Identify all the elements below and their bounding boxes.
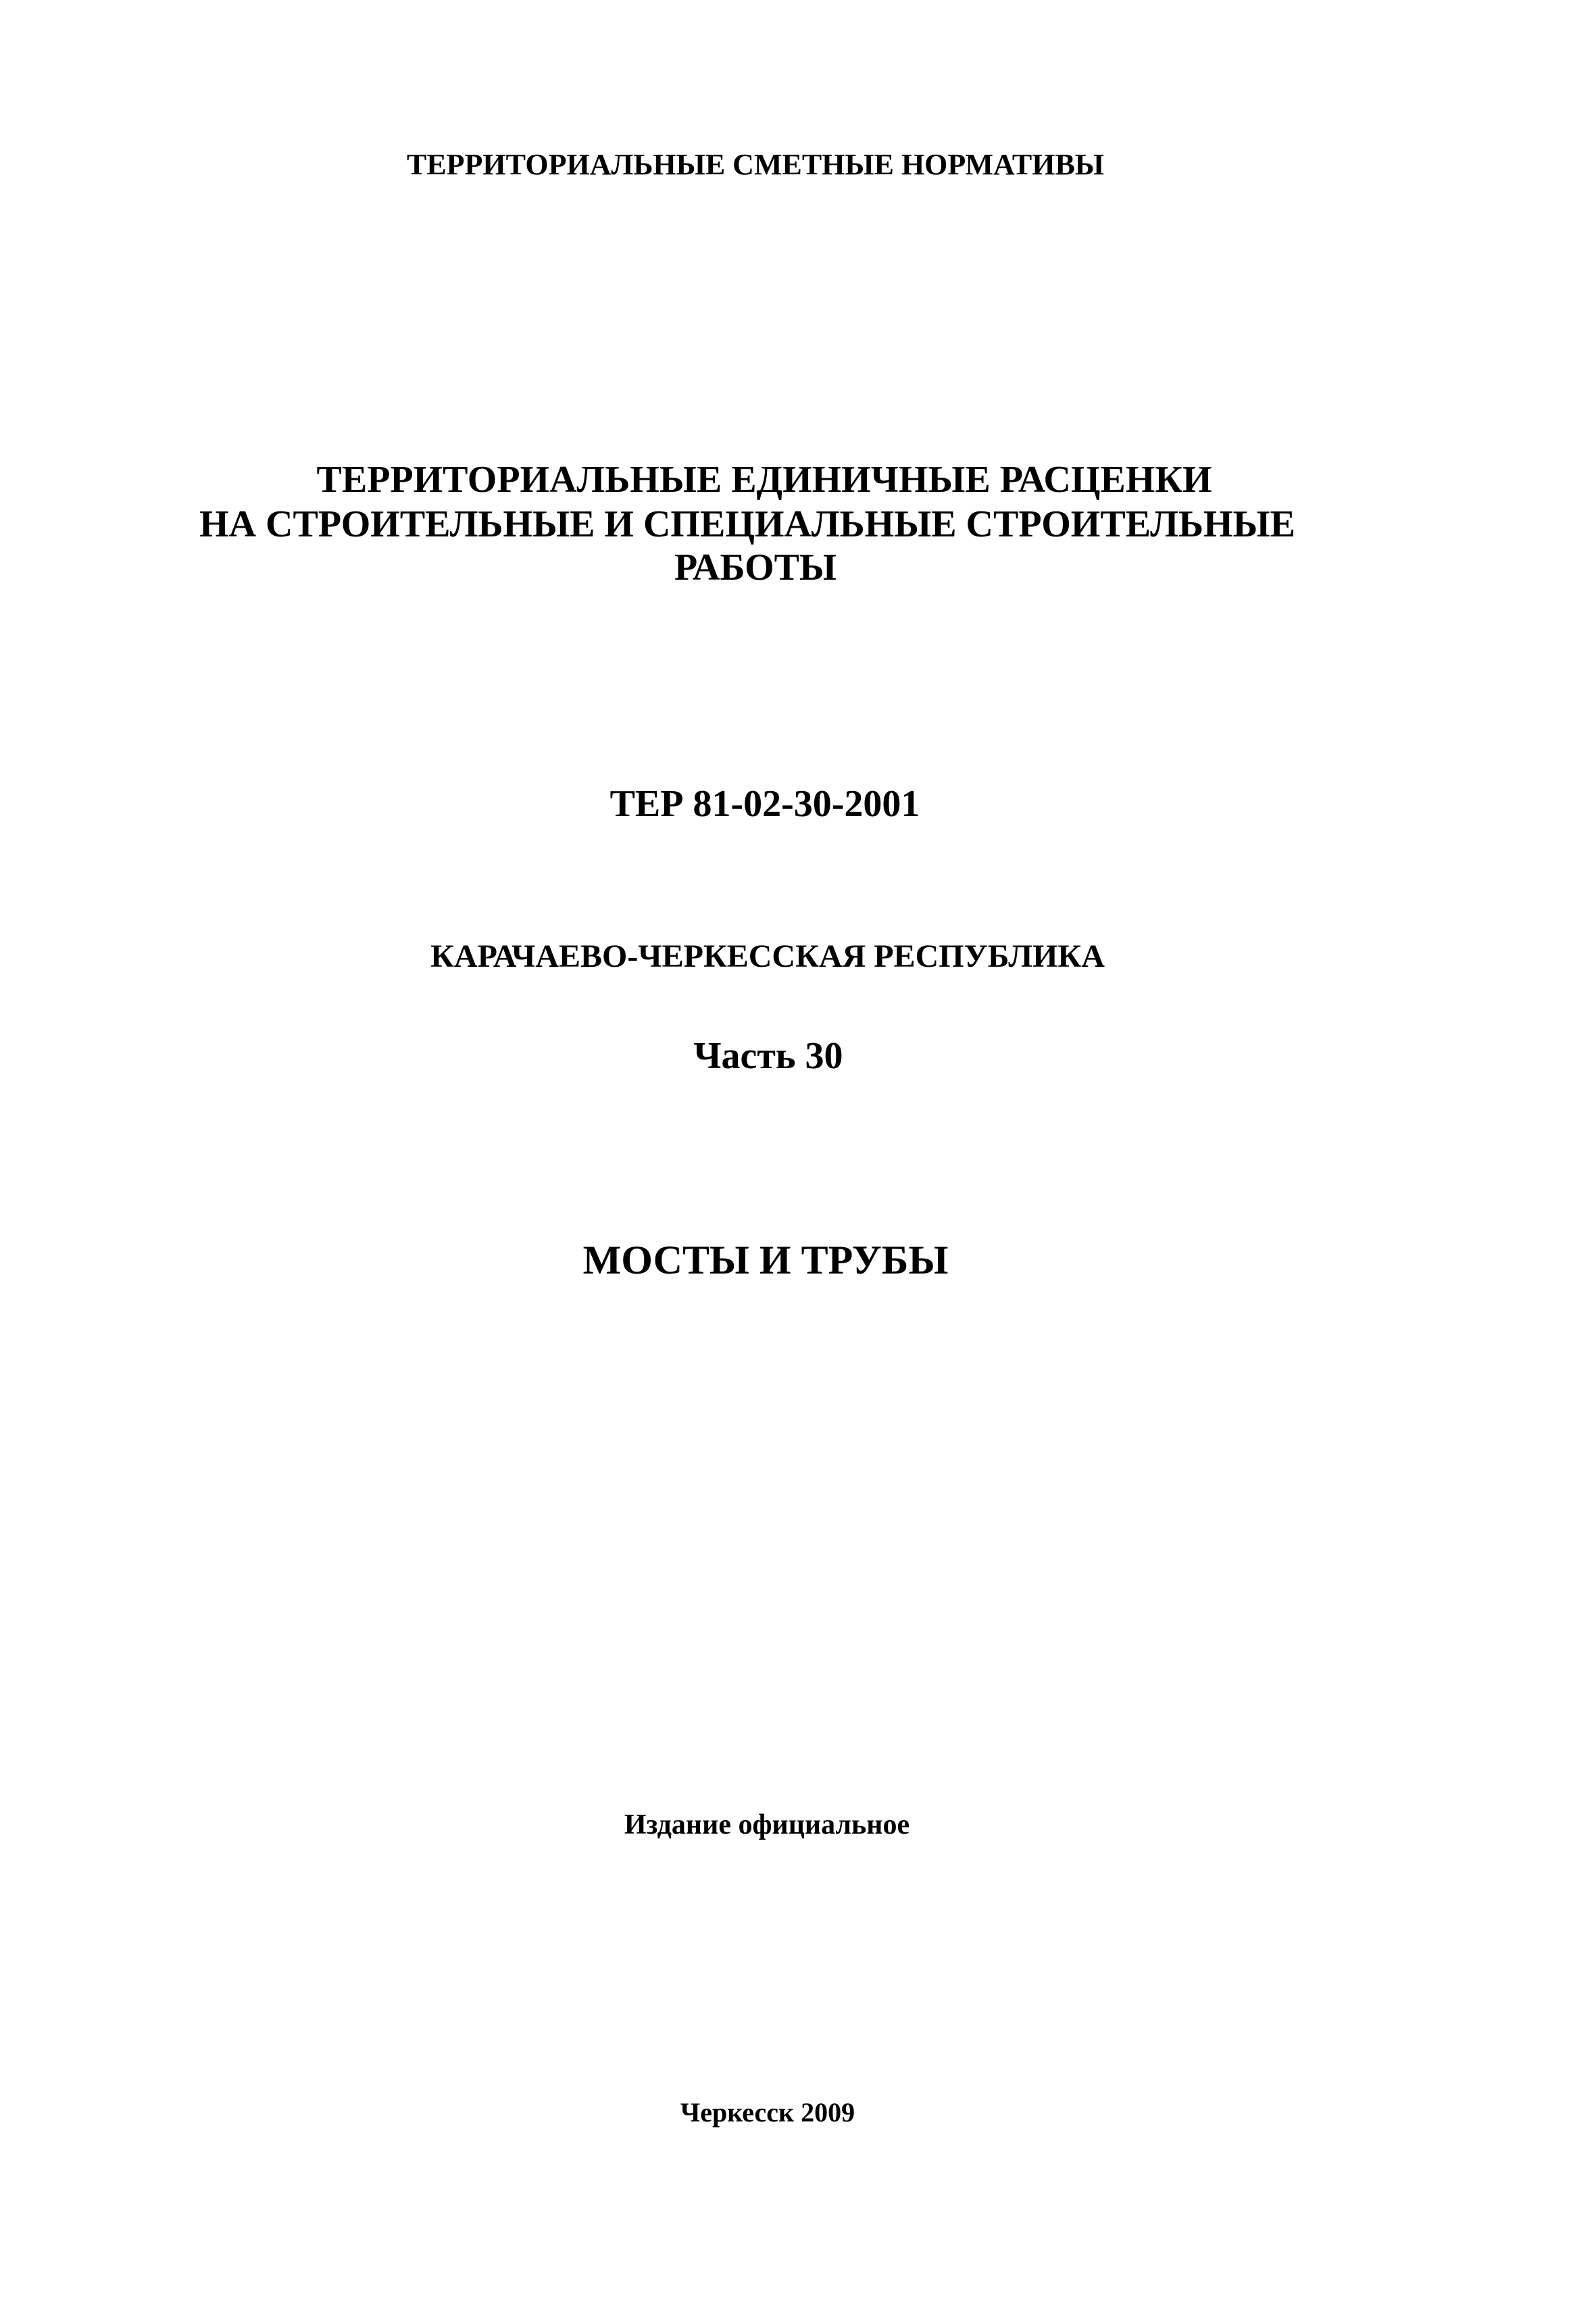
header-line: ТЕРРИТОРИАЛЬНЫЕ СМЕТНЫЕ НОРМАТИВЫ	[406, 148, 1105, 181]
part-number: Часть 30	[693, 1035, 843, 1077]
region-name: КАРАЧАЕВО-ЧЕРКЕССКАЯ РЕСПУБЛИКА	[430, 938, 1105, 974]
title-line-3: РАБОТЫ	[674, 547, 837, 588]
edition-note: Издание официальное	[624, 1809, 910, 1840]
imprint-city-year: Черкесск 2009	[680, 2097, 855, 2128]
title-line-2: НА СТРОИТЕЛЬНЫЕ И СПЕЦИАЛЬНЫЕ СТРОИТЕЛЬНЫЕ	[199, 503, 1295, 545]
title-line-1: ТЕРРИТОРИАЛЬНЫЕ ЕДИНИЧНЫЕ РАСЦЕНКИ	[316, 459, 1212, 501]
document-code: ТЕР 81-02-30-2001	[609, 783, 920, 825]
subject-title: МОСТЫ И ТРУБЫ	[582, 1238, 949, 1282]
